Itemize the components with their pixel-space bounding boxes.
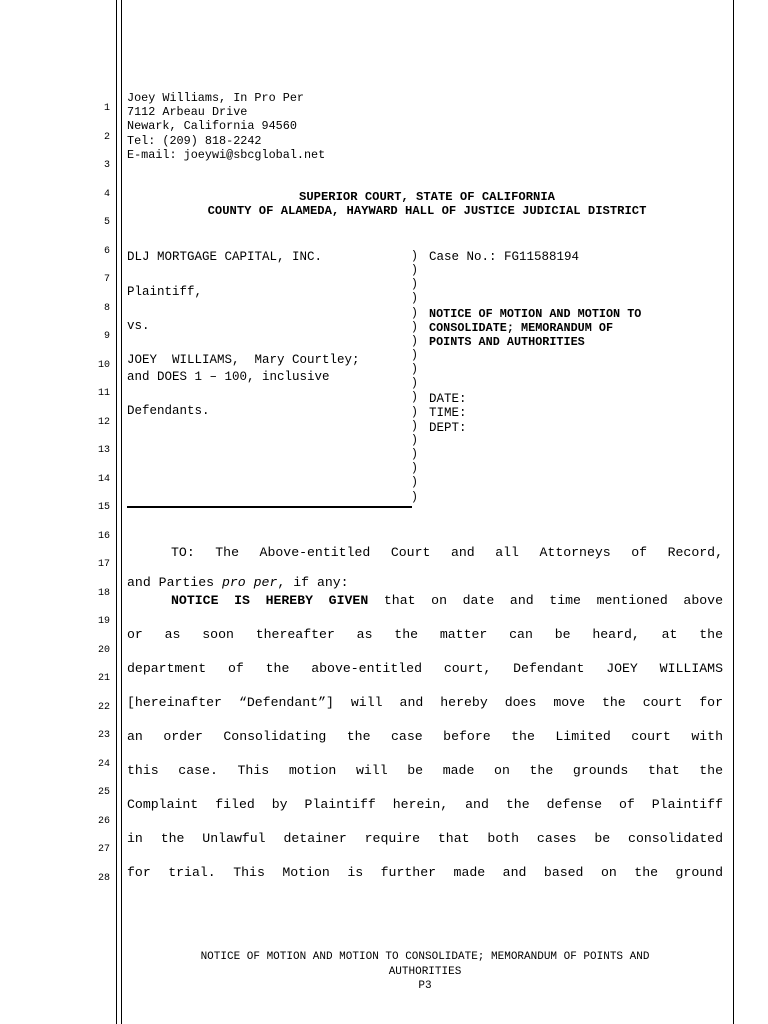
line-number: 15 <box>97 502 110 513</box>
line-number: 28 <box>97 873 110 884</box>
document-title-line2: CONSOLIDATE; MEMORANDUM OF <box>429 321 614 335</box>
line-number: 24 <box>97 759 110 770</box>
body-line-notice <box>171 593 723 608</box>
line-number: 23 <box>97 730 110 741</box>
plaintiff-label: Plaintiff, <box>127 285 203 299</box>
body-line-to: TO: The Above-entitled Court and all Attorneys of Record, <box>171 545 723 560</box>
caption-paren: ) <box>411 448 418 461</box>
document-title-line1: NOTICE OF MOTION AND MOTION TO <box>429 307 642 321</box>
body-line: [hereinafter “Defendant”] will and hereby does move the court for <box>127 695 723 710</box>
caption-paren: ) <box>411 462 418 475</box>
footer-title <box>127 950 723 994</box>
filer-name: Joey Williams, In Pro Per <box>127 91 304 105</box>
caption-paren: ) <box>411 335 418 348</box>
line-number: 25 <box>97 787 110 798</box>
notice-heading: NOTICE IS HEREBY GIVEN <box>171 593 369 608</box>
parties-suffix: , if any: <box>277 575 349 590</box>
line-number: 1 <box>103 103 110 114</box>
caption-paren: ) <box>411 377 418 390</box>
caption-paren: ) <box>411 363 418 376</box>
caption-paren: ) <box>411 307 418 320</box>
line-number: 17 <box>97 559 110 570</box>
caption-paren: ) <box>411 434 418 447</box>
line-number: 21 <box>97 673 110 684</box>
caption-paren: ) <box>411 264 418 277</box>
caption-paren: ) <box>411 491 418 504</box>
body-line: Complaint filed by Plaintiff herein, and the defense of Plaintiff <box>127 797 723 812</box>
line-number: 6 <box>103 246 110 257</box>
left-margin-rule-outer <box>116 0 117 1024</box>
filer-address-street: 7112 Arbeau Drive <box>127 105 248 119</box>
caption-paren: ) <box>411 321 418 334</box>
line-number: 11 <box>97 388 110 399</box>
filer-email: E-mail: joeywi@sbcglobal.net <box>127 148 326 162</box>
line-number: 8 <box>103 303 110 314</box>
defendants-names: JOEY WILLIAMS, Mary Courtley; <box>127 353 360 367</box>
body-line: department of the above-entitled court, Defendant JOEY WILLIAMS <box>127 661 723 676</box>
left-margin-rule-inner <box>121 0 122 1024</box>
line-number: 9 <box>103 331 110 342</box>
caption-paren: ) <box>411 476 418 489</box>
filer-phone: Tel: (209) 818-2242 <box>127 134 262 148</box>
court-name: SUPERIOR COURT, STATE OF CALIFORNIA <box>299 190 555 204</box>
hearing-date-label: DATE: <box>429 392 467 406</box>
filer-address-city: Newark, California 94560 <box>127 119 297 133</box>
page-number: P3 <box>418 980 432 992</box>
parties-text: and Parties <box>127 575 222 590</box>
caption-paren: ) <box>411 250 418 263</box>
document-title-line3: POINTS AND AUTHORITIES <box>429 335 585 349</box>
body-line: in the Unlawful detainer require that both cases be consolidated <box>127 831 723 846</box>
line-number: 20 <box>97 645 110 656</box>
versus-label: vs. <box>127 319 150 333</box>
plaintiff-name: DLJ MORTGAGE CAPITAL, INC. <box>127 250 323 264</box>
line-number: 16 <box>97 531 110 542</box>
body-line: or as soon thereafter as the matter can be heard, at the <box>127 627 723 642</box>
line-number: 13 <box>97 445 110 456</box>
caption-paren: ) <box>411 391 418 404</box>
footer-title-line1: NOTICE OF MOTION AND MOTION TO CONSOLIDATE; MEMORANDUM OF POINTS AND <box>200 951 650 963</box>
line-number: 19 <box>97 616 110 627</box>
body-line: an order Consolidating the case before the Limited court with <box>127 729 723 744</box>
right-margin-rule <box>733 0 734 1024</box>
caption-bottom-rule <box>127 506 412 508</box>
line-number: 4 <box>103 189 110 200</box>
defendants-label: Defendants. <box>127 404 210 418</box>
line-number: 3 <box>103 160 110 171</box>
body-line-parties <box>127 575 349 590</box>
line-number: 26 <box>97 816 110 827</box>
line-number: 5 <box>103 217 110 228</box>
line-number: 7 <box>103 274 110 285</box>
line-number: 12 <box>97 417 110 428</box>
line-number: 14 <box>97 474 110 485</box>
body-line: this case. This motion will be made on the grounds that the <box>127 763 723 778</box>
caption-paren: ) <box>411 278 418 291</box>
caption-paren: ) <box>411 292 418 305</box>
line-number: 2 <box>103 132 110 143</box>
case-number: Case No.: FG11588194 <box>429 250 580 264</box>
caption-paren: ) <box>411 406 418 419</box>
line-number: 10 <box>97 360 110 371</box>
hearing-dept-label: DEPT: <box>429 421 467 435</box>
line-number: 18 <box>97 588 110 599</box>
hearing-time-label: TIME: <box>429 406 467 420</box>
line-number: 22 <box>97 702 110 713</box>
body-line: for trial. This Motion is further made and based on the ground <box>127 865 723 880</box>
caption-paren: ) <box>411 349 418 362</box>
caption-paren: ) <box>411 420 418 433</box>
notice-text: that on date and time mentioned above <box>368 593 723 608</box>
defendants-does: and DOES 1 – 100, inclusive <box>127 370 330 384</box>
court-district: COUNTY OF ALAMEDA, HAYWARD HALL OF JUSTICE JUDICIAL DISTRICT <box>207 204 647 218</box>
footer-title-line2: AUTHORITIES <box>388 965 462 978</box>
line-number: 27 <box>97 844 110 855</box>
pro-per-italic: pro per <box>221 575 278 590</box>
